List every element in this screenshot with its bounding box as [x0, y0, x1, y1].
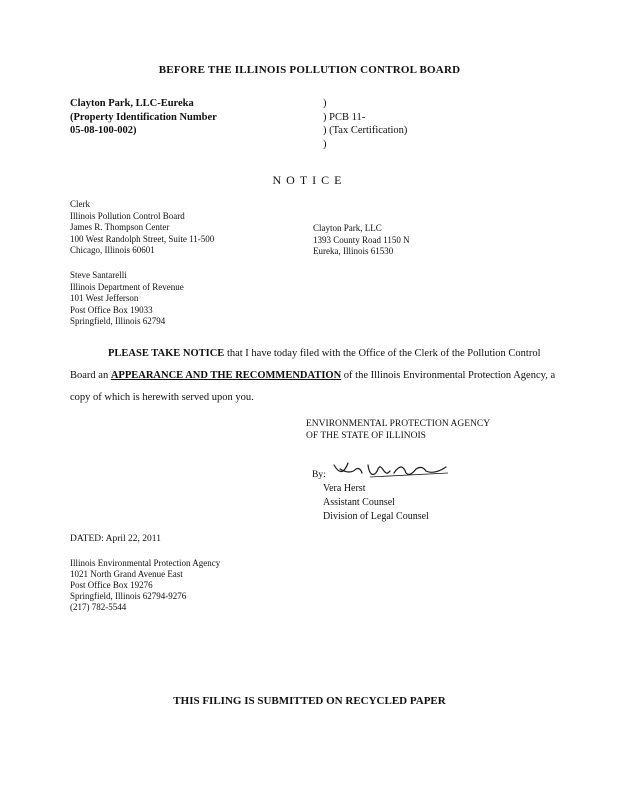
address-line: Illinois Pollution Control Board: [70, 210, 185, 221]
recycled-paper-note: THIS FILING IS SUBMITTED ON RECYCLED PAPER: [173, 695, 446, 707]
address-line: Post Office Box 19276: [70, 580, 153, 590]
address-line: 1393 County Road 1150 N: [313, 234, 410, 245]
by-label: By:: [312, 470, 326, 480]
address-line: Clayton Park, LLC: [313, 223, 382, 233]
agency-line: OF THE STATE OF ILLINOIS: [306, 431, 426, 441]
address-line: (217) 782-5544: [70, 602, 127, 612]
signer-division: Division of Legal Counsel: [323, 511, 429, 522]
document-heading: BEFORE THE ILLINOIS POLLUTION CONTROL BOARD: [158, 64, 461, 76]
address-line: Illinois Environmental Protection Agency: [70, 558, 221, 568]
caption-line: ) PCB 11-: [323, 111, 366, 123]
address-line: 101 West Jefferson: [70, 293, 139, 303]
signer-block: [323, 482, 429, 524]
address-line: Clerk: [70, 199, 90, 209]
address-line: James R. Thompson Center: [70, 222, 170, 232]
caption-line: ): [323, 138, 327, 150]
address-line: Springfield, Illinois 62794: [70, 316, 166, 326]
caption-line: ): [323, 98, 327, 109]
caption-line: (Property Identification Number: [70, 111, 217, 123]
address-line: Springfield, Illinois 62794-9276: [70, 591, 187, 601]
revenue-dept-address: [70, 270, 184, 328]
agency-line: ENVIRONMENTAL PROTECTION AGENCY: [306, 419, 491, 429]
agency-name: [306, 418, 490, 442]
case-caption-parties: [70, 97, 217, 138]
caption-line: ) (Tax Certification): [323, 125, 408, 136]
address-line: Post Office Box 19033: [70, 304, 153, 315]
signer-name: Vera Herst: [323, 483, 366, 494]
filing-title: APPEARANCE AND THE RECOMMENDATION: [110, 370, 342, 381]
caption-line: Clayton Park, LLC-Eureka: [70, 98, 194, 109]
address-line: Eureka, Illinois 61530: [313, 246, 394, 256]
notice-title: NOTICE: [272, 173, 347, 187]
address-line: Illinois Department of Revenue: [70, 281, 184, 292]
signer-title: Assistant Counsel: [323, 497, 395, 508]
caption-line: 05-08-100-002): [70, 125, 137, 136]
address-line: 1021 North Grand Avenue East: [70, 569, 183, 579]
notice-body: [70, 343, 560, 409]
case-caption-docket: [323, 97, 407, 151]
address-line: Chicago, Illinois 60601: [70, 245, 155, 255]
notice-text: that I have today filed with the Office of the Clerk of the Pollution Control Board an: [70, 348, 541, 381]
clerk-address: [70, 199, 214, 257]
notice-lead: PLEASE TAKE NOTICE: [108, 348, 225, 359]
dated-line: DATED: April 22, 2011: [70, 534, 161, 544]
notice-text: of the Illinois Environmental Protection Agency, a copy of which is herewith served upon you.: [70, 370, 556, 403]
address-line: Steve Santarelli: [70, 270, 127, 280]
agency-address: [70, 558, 220, 613]
recipient-address: [313, 223, 410, 258]
address-line: 100 West Randolph Street, Suite 11-500: [70, 233, 215, 244]
